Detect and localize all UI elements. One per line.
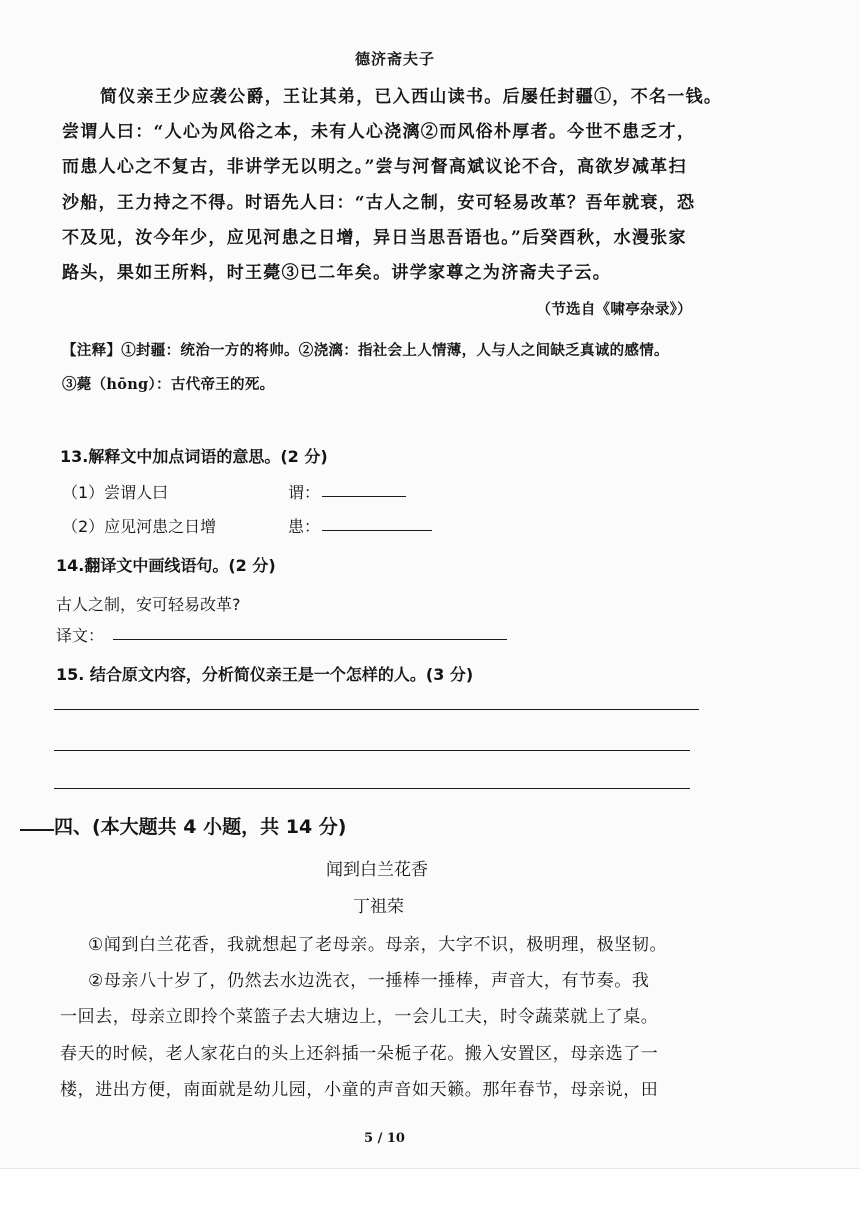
passage-line: 尝谓人曰：“人心为风俗之本，未有人心浇漓②而风俗朴厚者。今世不患乏才， [62, 122, 696, 142]
section-lead-line [20, 829, 54, 831]
article-author: 丁祖荣 [353, 897, 404, 917]
passage-title: 德济斋夫子 [355, 50, 436, 68]
answer-line-15-3[interactable] [54, 788, 690, 789]
question-14-title: 14.翻译文中画线语句。(2 分) [56, 556, 276, 575]
article-line: 楼，进出方便，南面就是幼儿园，小童的声音如天籁。那年春节，母亲说，田 [60, 1080, 659, 1100]
article-line: ②母亲八十岁了，仍然去水边洗衣，一捶棒一捶棒，声音大，有节奏。我 [88, 971, 650, 991]
question-15-title: 15. 结合原文内容，分析简仪亲王是一个怎样的人。(3 分) [56, 665, 474, 684]
article-line: 春天的时候，老人家花白的头上还斜插一朵栀子花。搬入安置区，母亲选了一 [60, 1044, 659, 1064]
passage-note: 【注释】①封疆：统治一方的将帅。②浇漓：指社会上人情薄，人与人之间缺乏真诚的感情。 [62, 342, 669, 359]
answer-blank-13-1[interactable] [322, 496, 406, 497]
passage-line: 路头，果如王所料，时王薨③已二年矣。讲学家尊之为济斋夫子云。 [62, 263, 611, 283]
question-13-item-1-word: 谓： [288, 483, 321, 502]
article-line: ①闻到白兰花香，我就想起了老母亲。母亲，大字不识，极明理，极坚韧。 [88, 935, 668, 955]
passage-note: ③薨（hōng）：古代帝王的死。 [62, 376, 275, 393]
passage-source: （节选自《啸亭杂录》） [536, 301, 692, 318]
passage-line: 不及见，汝今年少，应见河患之日增，异日当思吾语也。”后癸酉秋，水漫张家 [62, 228, 687, 248]
article-line: 一回去，母亲立即拎个菜篮子去大塘边上，一会儿工夫，时令蔬菜就上了桌。 [60, 1007, 659, 1027]
viewer-bottom-strip [0, 1168, 860, 1217]
question-13-item-2-word: 患： [288, 517, 321, 536]
passage-line: 简仪亲王少应袭公爵，王让其弟，已入西山读书。后屡任封疆①，不名一钱。 [100, 87, 723, 107]
passage-line: 而患人心之不复古，非讲学无以明之。”尝与河督高斌议论不合，高欲岁减革扫 [62, 157, 687, 177]
passage-line: 沙船，王力持之不得。时语先人曰：“古人之制，安可轻易改革？吾年就衰，恐 [62, 193, 696, 213]
section-4-title: 四、(本大题共 4 小题，共 14 分) [54, 816, 347, 838]
question-13-title: 13.解释文中加点词语的意思。(2 分) [60, 447, 328, 466]
question-13-item-2: （2）应见河患之日增 [62, 517, 217, 536]
question-14-answer-label: 译文： [56, 626, 105, 645]
answer-line-15-1[interactable] [54, 709, 699, 710]
question-13-item-1: （1）尝谓人曰 [62, 483, 169, 502]
answer-line-15-2[interactable] [54, 750, 690, 751]
question-14-sentence: 古人之制，安可轻易改革? [56, 595, 241, 614]
page-number: 5 / 10 [364, 1131, 405, 1146]
article-title: 闻到白兰花香 [326, 860, 428, 880]
answer-blank-13-2[interactable] [322, 530, 432, 531]
answer-blank-14[interactable] [113, 639, 507, 640]
